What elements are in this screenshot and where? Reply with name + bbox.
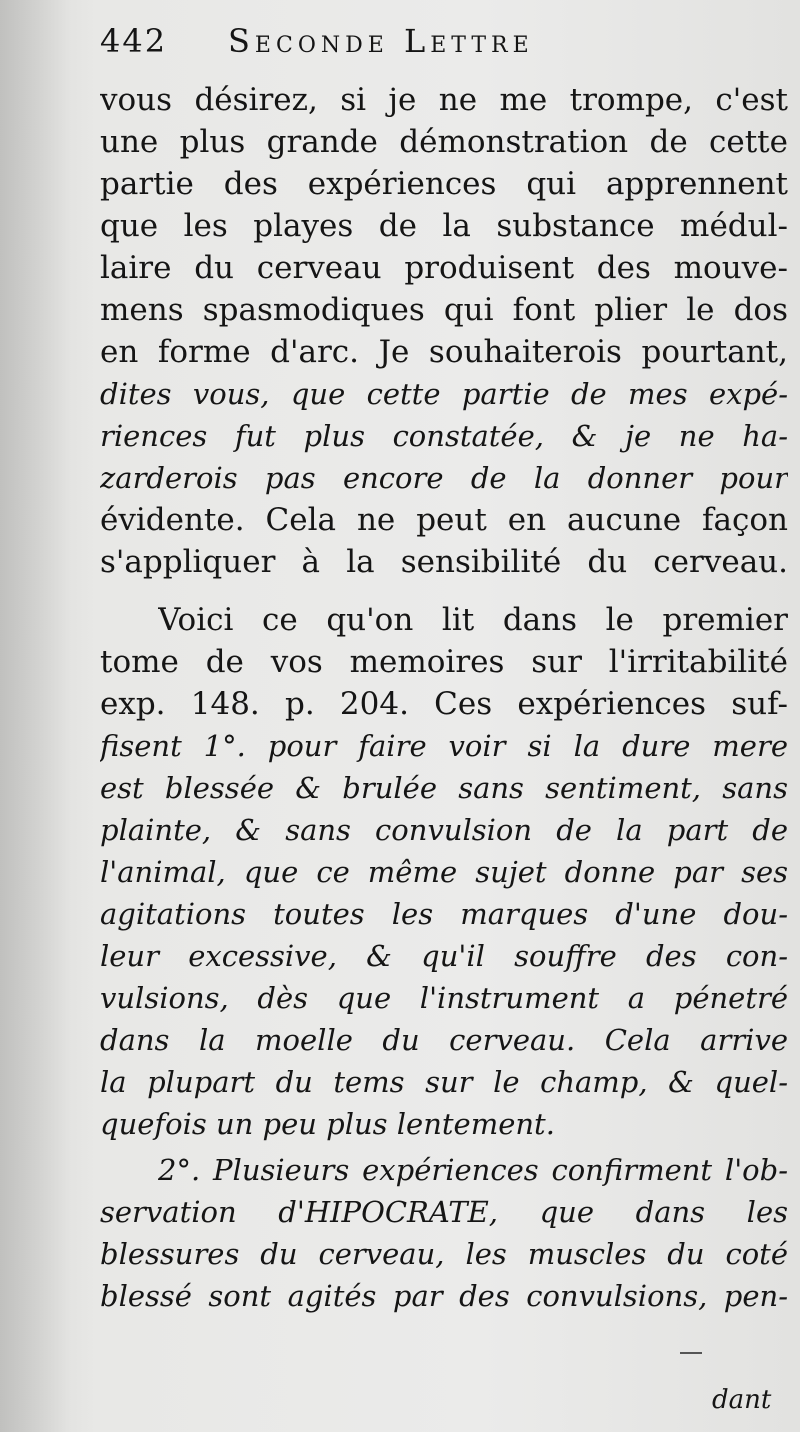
text-line-italic: zarderois pas encore de la donner pour xyxy=(100,461,788,495)
text-line: Voici ce qu'on lit dans le premier xyxy=(158,602,788,638)
text-line-italic: agitations toutes les marques d'une dou- xyxy=(100,897,788,931)
text-line-italic: est blessée & brulée sans sentiment, sans xyxy=(100,771,788,805)
text-line-italic: riences fut plus constatée, & je ne ha- xyxy=(100,419,788,453)
text-line-italic: dans la moelle du cerveau. Cela arrive xyxy=(100,1023,788,1057)
text-line-italic: blessures du cerveau, les muscles du coté xyxy=(100,1237,788,1271)
text-line: vous désirez, si je ne me trompe, c'est xyxy=(100,82,788,118)
text-line: une plus grande démonstration de cette xyxy=(100,124,788,160)
text-line-italic: fisent 1°. pour faire voir si la dure mere xyxy=(100,729,788,763)
text-line-italic: vulsions, dès que l'instrument a pénetré xyxy=(100,981,788,1015)
page-number: 442 xyxy=(100,22,168,60)
running-title: Seconde Lettre xyxy=(228,22,534,60)
text-line-italic: servation d'HIPOCRATE, que dans les xyxy=(100,1195,788,1229)
text-line: s'appliquer à la sensibilité du cerveau. xyxy=(100,544,788,580)
margin-dash xyxy=(680,1352,702,1354)
text-line-italic: 2°. Plusieurs expériences confirment l'ob- xyxy=(158,1153,788,1187)
text-line: laire du cerveau produisent des mouve- xyxy=(100,250,788,286)
text-line: évidente. Cela ne peut en aucune façon xyxy=(100,502,788,538)
text-line-italic: blessé sont agités par des convulsions, pen- xyxy=(100,1279,788,1313)
binding-shadow xyxy=(0,0,70,1432)
text-line-italic: leur excessive, & qu'il souffre des con- xyxy=(100,939,788,973)
text-line-italic: plainte, & sans convulsion de la part de xyxy=(100,813,788,847)
text-line: partie des expériences qui apprennent xyxy=(100,166,788,202)
text-line: exp. 148. p. 204. Ces expériences suf- xyxy=(100,686,788,722)
text-line: en forme d'arc. Je souhaiterois pourtant, xyxy=(100,334,788,370)
text-line-italic: l'animal, que ce même sujet donne par ses xyxy=(100,855,788,889)
text-line: mens spasmodiques qui font plier le dos xyxy=(100,292,788,328)
text-line: tome de vos memoires sur l'irritabilité xyxy=(100,644,788,680)
page-header xyxy=(100,22,780,72)
text-line-italic: la plupart du tems sur le champ, & quel- xyxy=(100,1065,788,1099)
catchword: dant xyxy=(712,1385,772,1415)
text-line: que les playes de la substance médul- xyxy=(100,208,788,244)
text-line-italic: quefois un peu plus lentement. xyxy=(100,1107,555,1141)
text-line-italic: dites vous, que cette partie de mes expé- xyxy=(100,377,788,411)
